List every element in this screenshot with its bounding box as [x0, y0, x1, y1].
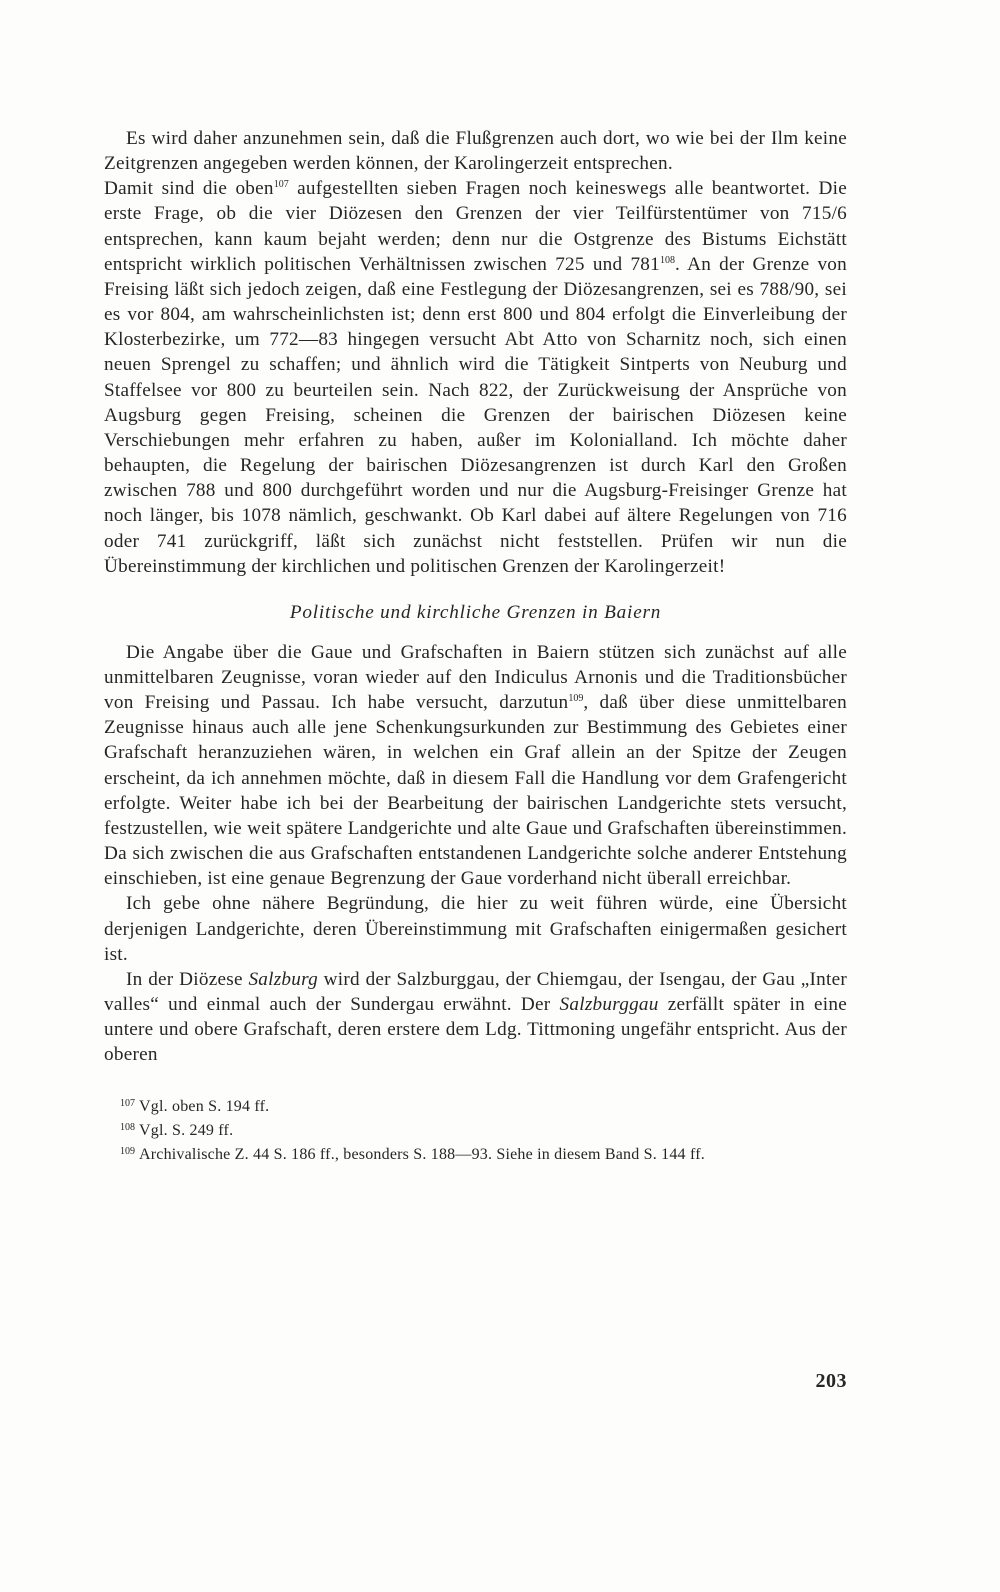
- footnote-ref: 107: [273, 179, 289, 191]
- text-run: In der Diözese: [126, 968, 249, 990]
- text-run: wird der Salzburggau, der Chiemgau, der Isengau, der Gau „Inter valles“ und einmal auch der Sundergau erwähnt. Der: [104, 968, 847, 1015]
- text-run: , daß über diese unmittelbaren Zeugnisse hinaus auch alle jene Schenkungsurkunden zur Bestimmung des Gebietes einer Grafschaft heranzuziehen wären, in welchen ein Graf allein an der Spitze der Zeugen erscheint, da ich annehmen möchte, daß in diesem Fall die Handlung vor dem Grafengericht erfolgte. Weiter habe ich bei der Bearbeitung der bairischen Landgerichte stets versucht, festzustellen, wie weit spätere Landgerichte und alte Gaue und Grafschaften übereinstimmen. Da sich zwischen die aus Grafschaften entstandenen Landgerichte solche anderer Entstehung einschieben, ist eine genaue Begrenzung der Gaue vorderhand nicht überall erreichbar.: [104, 692, 847, 890]
- footnote-number: 109: [120, 1146, 135, 1158]
- text-block-before: [104, 126, 847, 579]
- text-run: zerfällt später in eine untere und obere Grafschaft, deren erstere dem Ldg. Tittmoning ungefähr entspricht. Aus der oberen: [104, 994, 847, 1066]
- footnote-number: 108: [120, 1122, 135, 1134]
- footnote: [104, 1141, 847, 1165]
- footnote: [104, 1117, 847, 1141]
- italic-term: Salzburg: [248, 968, 318, 990]
- paragraph: [104, 640, 847, 892]
- text-run: Die Angabe über die Gaue und Grafschaften in Baiern stützen sich zunächst auf alle unmittelbaren Zeugnisse, voran wieder auf den Indiculus Arnonis und die Traditionsbücher von Freising und Passau. Ich habe versucht, darzutun: [104, 641, 847, 714]
- paragraph: [104, 176, 847, 579]
- paragraph: [104, 126, 847, 176]
- paragraph: [104, 891, 847, 966]
- footnote-ref: 109: [568, 693, 584, 705]
- text-run: Ich gebe ohne nähere Begründung, die hier zu weit führen würde, eine Übersicht derjenigen Landgerichte, deren Übereinstimmung mit Grafschaften einigermaßen gesichert ist.: [104, 893, 847, 965]
- text-run: aufgestellten sieben Fragen noch keineswegs alle beantwortet. Die erste Frage, ob die vier Diözesen den Grenzen der vier Teilfürstentümer von 715/6 entsprechen, kann kaum bejaht werden; denn nur die Ostgrenze des Bistums Eichstätt entspricht wirklich politischen Verhältnissen zwischen 725 und 781: [104, 178, 848, 275]
- footnote-ref: 108: [660, 254, 675, 266]
- footnote: [104, 1093, 847, 1117]
- page-body: [104, 126, 847, 1165]
- section-heading: Politische und kirchliche Grenzen in Baiern: [289, 601, 662, 623]
- footnote-text: Vgl. S. 249 ff.: [139, 1122, 234, 1140]
- footnote-text: Archivalische Z. 44 S. 186 ff., besonders S. 188—93. Siehe in diesem Band S. 144 ff.: [139, 1146, 705, 1164]
- italic-term: Salzburggau: [559, 994, 659, 1015]
- page-number: 203: [815, 1370, 847, 1392]
- footnote-text: Vgl. oben S. 194 ff.: [139, 1098, 270, 1116]
- text-run: . An der Grenze von Freising läßt sich jedoch zeigen, daß eine Festlegung der Diözesangrenzen, sei es 788/90, sei es vor 804, am wahrscheinlichsten ist; denn erst 800 und 804 erfolgt die Einverleibung der Klosterbezirke, um 772—83 hingegen versucht Abt Atto von Scharnitz noch, sich einen neuen Sprengel zu schaffen; und ähnlich wird die Tätigkeit Sintperts von Neuburg und Staffelsee vor 800 zu beurteilen sein. Nach 822, der Zurückweisung der Ansprüche von Augsburg gegen Freising, scheinen die Grenzen der bairischen Diözesen keine Verschiebungen mehr erfahren zu haben, außer im Kolonialland. Ich möchte daher behaupten, die Regelung der bairischen Diözesangrenzen ist durch Karl den Großen zwischen 788 und 800 durchgeführt worden und nur die Augsburg-Freisinger Grenze hat noch länger, bis 1078 nämlich, geschwankt. Ob Karl dabei auf ältere Regelungen von 716 oder 741 zurückgriff, läßt sich zunächst nicht feststellen. Prüfen wir nun die Übereinstimmung der kirchlichen und politischen Grenzen der Karolingerzeit!: [104, 253, 847, 577]
- paragraph: [104, 967, 847, 1068]
- footnotes: [104, 1093, 847, 1165]
- text-block-after: [104, 640, 847, 1068]
- footnote-number: 107: [120, 1098, 135, 1110]
- text-run: Damit sind die oben: [104, 178, 274, 200]
- text-run: Es wird daher anzunehmen sein, daß die Flußgrenzen auch dort, wo wie bei der Ilm keine Zeitgrenzen angegeben werden können, der Karolingerzeit entsprechen.: [104, 128, 847, 175]
